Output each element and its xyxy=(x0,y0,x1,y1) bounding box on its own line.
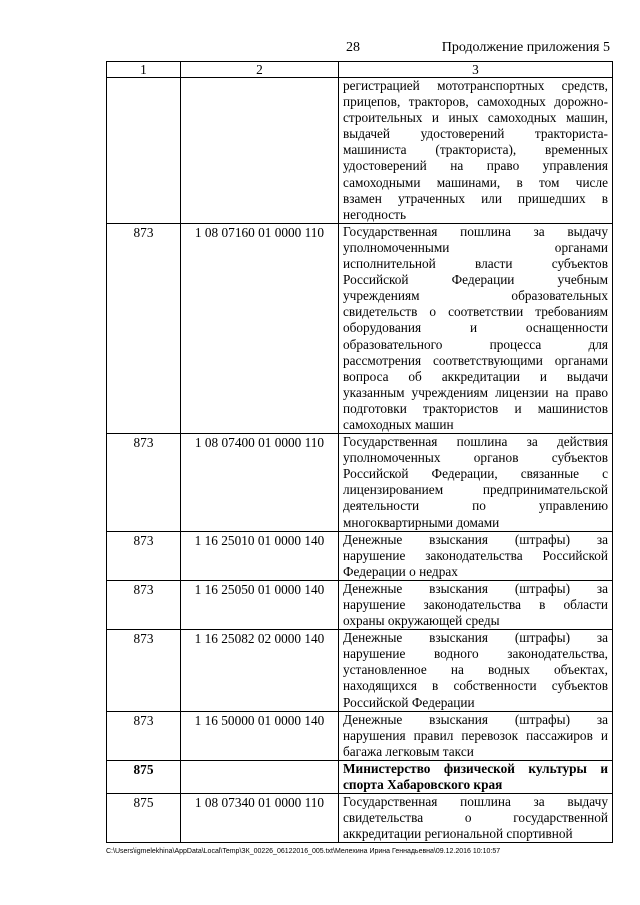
description-line: уполномоченных органов субъектов xyxy=(343,450,608,466)
column-number-row xyxy=(107,62,613,78)
description-line: Денежные взыскания (штрафы) за xyxy=(343,630,608,646)
description-line: исполнительной власти субъектов xyxy=(343,256,608,272)
budget-codes-table xyxy=(106,61,613,843)
description-line: самоходными машинами, в том числе xyxy=(343,174,608,190)
revenue-description xyxy=(339,223,613,433)
revenue-description xyxy=(339,794,613,843)
file-path-footer: C:\Users\igmelekhina\AppData\Local\Temp\ЗК_00226_06122016_005.txt\Мелехина Ирина Геннадьевна\09.12.2016 10:10:57 xyxy=(106,848,501,855)
revenue-description xyxy=(339,580,613,629)
description-line: рассмотрения соответствующими органами xyxy=(343,352,608,368)
table-row xyxy=(107,78,613,224)
description-line: оборудования и оснащенности xyxy=(343,320,608,336)
description-line: Государственная пошлина за выдачу xyxy=(343,223,608,239)
revenue-description xyxy=(339,711,613,760)
table-row xyxy=(107,794,613,843)
description-line: нарушение законодательства в области xyxy=(343,597,608,612)
appendix-continuation-title: Продолжение приложения 5 xyxy=(441,40,610,55)
description-line: взамен утраченных или пришедших в xyxy=(343,190,608,206)
administrator-code xyxy=(107,78,181,224)
description-line: нарушение водного законодательства, xyxy=(343,646,608,662)
revenue-code: 1 08 07160 01 0000 110 xyxy=(181,223,339,433)
description-line: подготовки трактористов и машинистов xyxy=(343,400,608,416)
description-line: указанным учреждениям лицензии на право xyxy=(343,384,608,400)
administrator-code: 873 xyxy=(107,531,181,580)
description-line: лицензированием предпринимательской xyxy=(343,482,608,498)
description-line: находящихся в собственности субъектов xyxy=(343,678,608,694)
description-line: Российской Федерации, связанные с xyxy=(343,466,608,482)
description-line: установленное на водных объектах, xyxy=(343,662,608,678)
description-line: Денежные взыскания (штрафы) за xyxy=(343,531,608,547)
description-line: багажа легковым такси xyxy=(343,743,474,759)
administrator-code: 875 xyxy=(107,760,181,793)
description-line: свидетельств о соответствии требованиям xyxy=(343,304,608,320)
table-row xyxy=(107,630,613,711)
description-line: удостоверений на право управления xyxy=(343,158,608,174)
description-line: самоходных машин xyxy=(343,416,454,432)
administrator-code: 873 xyxy=(107,580,181,629)
administrator-code: 873 xyxy=(107,434,181,532)
description-line: Денежные взыскания (штрафы) за xyxy=(343,711,608,727)
description-line: образовательного процесса для xyxy=(343,336,608,352)
description-line: машиниста (тракториста), временных xyxy=(343,142,608,158)
revenue-code: 1 08 07400 01 0000 110 xyxy=(181,434,339,532)
description-line: нарушения правил перевозок пассажиров и xyxy=(343,727,608,743)
administrator-code: 875 xyxy=(107,794,181,843)
description-line: Министерство физической культуры и xyxy=(343,760,608,776)
description-line: учреждениям образовательных xyxy=(343,288,608,304)
column-header-2: 2 xyxy=(181,62,339,78)
administrator-code: 873 xyxy=(107,223,181,433)
description-line: многоквартирными домами xyxy=(343,514,500,530)
description-line: нарушение законодательства Российской xyxy=(343,547,608,563)
description-line: Федерации о недрах xyxy=(343,563,458,579)
description-line: Российской Федерации учебным xyxy=(343,272,608,288)
administrator-code: 873 xyxy=(107,630,181,711)
description-line: аккредитации региональной спортивной xyxy=(343,826,573,842)
revenue-code: 1 08 07340 01 0000 110 xyxy=(181,794,339,843)
column-header-3: 3 xyxy=(339,62,613,78)
revenue-code: 1 16 50000 01 0000 140 xyxy=(181,711,339,760)
description-line: строительных и иных самоходных машин, xyxy=(343,110,608,126)
table-row xyxy=(107,434,613,532)
table-row xyxy=(107,223,613,433)
revenue-code: 1 16 25082 02 0000 140 xyxy=(181,630,339,711)
revenue-code xyxy=(181,78,339,224)
description-line: свидетельства о государственной xyxy=(343,810,608,826)
revenue-description xyxy=(339,78,613,224)
revenue-description xyxy=(339,434,613,532)
description-line: вопроса об аккредитации и выдачи xyxy=(343,368,608,384)
revenue-description xyxy=(339,531,613,580)
description-line: Российской Федерации xyxy=(343,694,475,710)
description-line: уполномоченными органами xyxy=(343,239,608,255)
column-header-1: 1 xyxy=(107,62,181,78)
description-line: Государственная пошлина за выдачу xyxy=(343,794,608,810)
revenue-description xyxy=(339,630,613,711)
description-line: выдачей удостоверений тракториста- xyxy=(343,126,608,142)
page-number: 28 xyxy=(346,40,360,55)
description-line: спорта Хабаровского края xyxy=(343,777,503,793)
description-line: Денежные взыскания (штрафы) за xyxy=(343,580,608,596)
department-row xyxy=(107,760,613,793)
revenue-code xyxy=(181,760,339,793)
table-row xyxy=(107,580,613,629)
description-line: негодность xyxy=(343,206,407,222)
revenue-code: 1 16 25050 01 0000 140 xyxy=(181,580,339,629)
revenue-description xyxy=(339,760,613,793)
revenue-code: 1 16 25010 01 0000 140 xyxy=(181,531,339,580)
description-line: прицепов, тракторов, самоходных дорожно- xyxy=(343,94,608,110)
table-row xyxy=(107,531,613,580)
table-row xyxy=(107,711,613,760)
description-line: Государственная пошлина за действия xyxy=(343,434,608,450)
description-line: охраны окружающей среды xyxy=(343,613,500,629)
description-line: регистрацией мототранспортных средств, xyxy=(343,78,608,93)
administrator-code: 873 xyxy=(107,711,181,760)
description-line: деятельности по управлению xyxy=(343,498,608,514)
